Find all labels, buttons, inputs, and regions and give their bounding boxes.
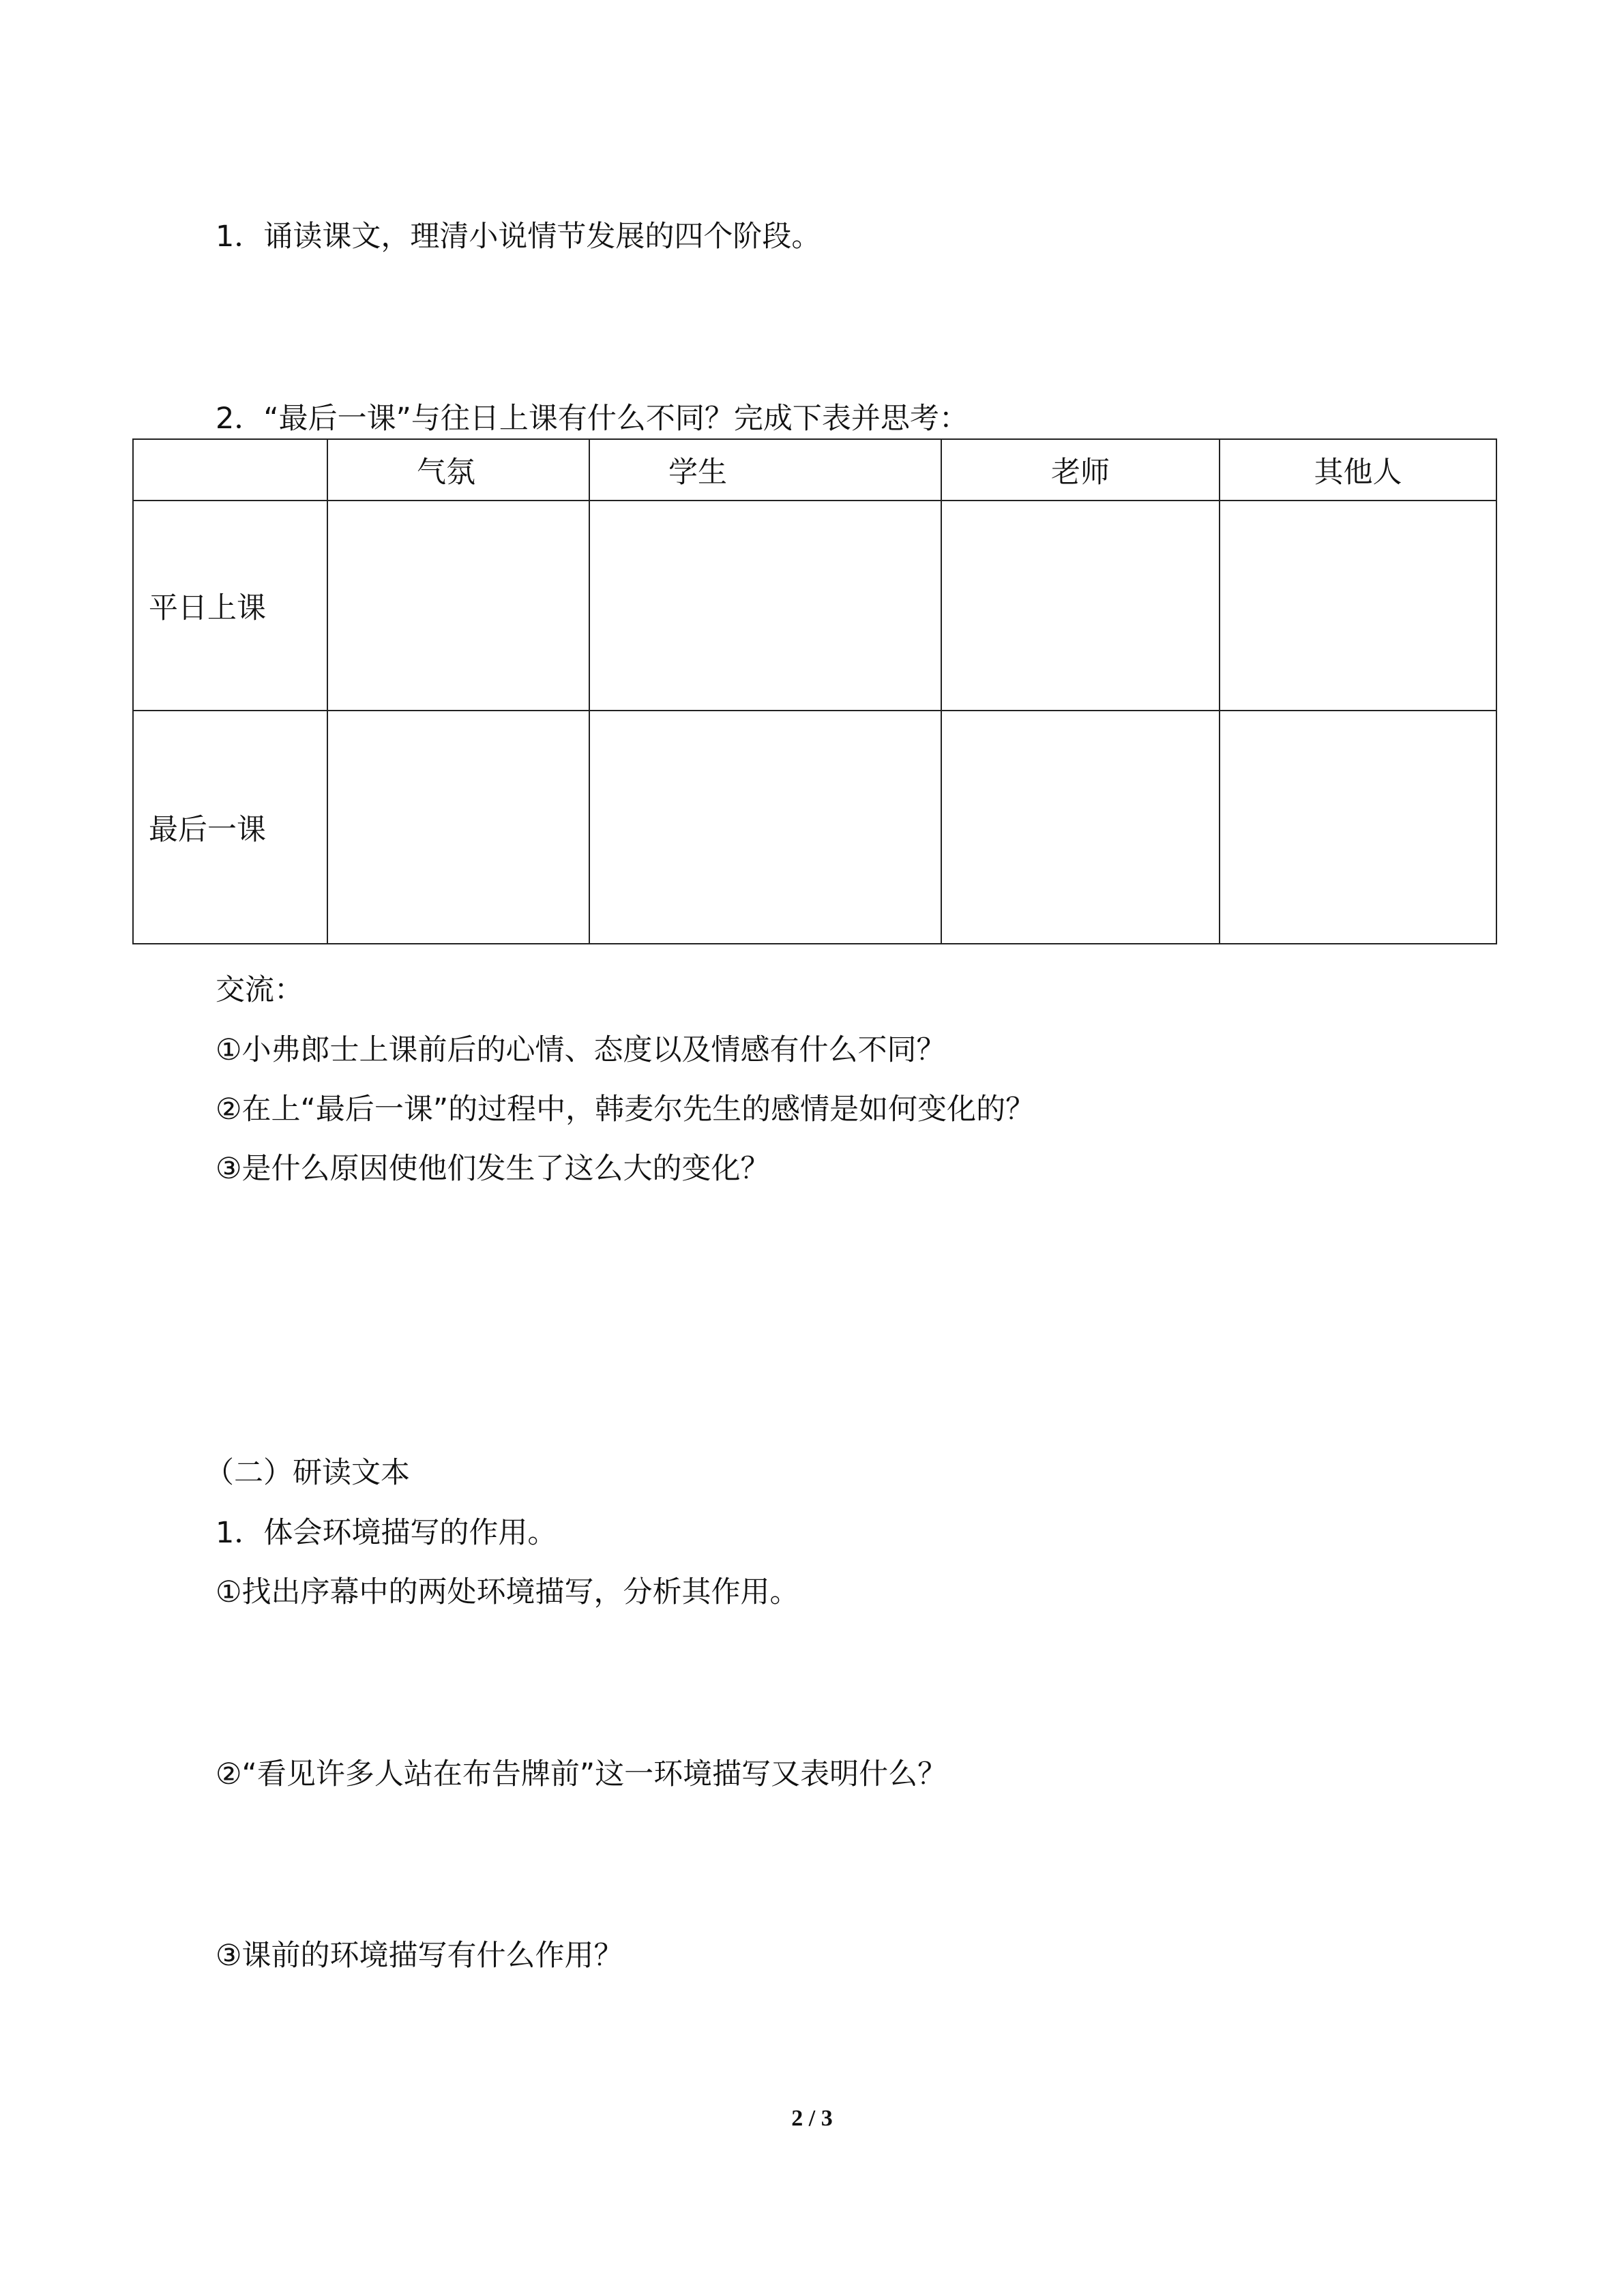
table-cell-blank[interactable] — [941, 711, 1220, 944]
table-cell-blank[interactable] — [1220, 711, 1496, 944]
section-2-title: （二）研读文本 — [205, 1456, 410, 1490]
discussion-title: 交流： — [216, 973, 304, 1007]
table-row — [133, 501, 1496, 711]
table-cell-blank[interactable] — [1220, 501, 1496, 711]
row-label-usual-class: 平日上课 — [133, 501, 327, 711]
row-label-last-lesson: 最后一课 — [133, 711, 327, 944]
table-cell-blank[interactable] — [589, 711, 941, 944]
table-header-teacher: 老师 — [941, 439, 1220, 501]
table-header-corner — [133, 439, 327, 501]
table-header-row — [133, 439, 1496, 501]
table-cell-blank[interactable] — [941, 501, 1220, 711]
table-cell-blank[interactable] — [327, 711, 589, 944]
discussion-item-1: ①小弗郎士上课前后的心情、态度以及情感有什么不同？ — [216, 1033, 946, 1067]
table-cell-blank[interactable] — [327, 501, 589, 711]
table-header-others: 其他人 — [1220, 439, 1496, 501]
section-2-item-3: ③课前的环境描写有什么作用？ — [216, 1939, 623, 1973]
section-2-item-1: ①找出序幕中的两处环境描写，分析其作用。 — [216, 1575, 799, 1609]
table-row — [133, 711, 1496, 944]
section-2-item-2: ②“看见许多人站在布告牌前”这一环境描写又表明什么？ — [216, 1757, 947, 1791]
page-number: 2 / 3 — [791, 2106, 833, 2131]
section-2-question-1: 1．体会环境描写的作用。 — [216, 1516, 557, 1550]
discussion-item-2: ②在上“最后一课”的过程中，韩麦尔先生的感情是如何变化的？ — [216, 1092, 1035, 1127]
comparison-table — [132, 438, 1497, 944]
question-2: 2．“最后一课”与往日上课有什么不同？完成下表并思考： — [216, 402, 969, 436]
discussion-item-3: ③是什么原因使他们发生了这么大的变化？ — [216, 1152, 770, 1186]
question-1: 1．诵读课文，理清小说情节发展的四个阶段。 — [216, 220, 821, 254]
table-header-atmosphere: 气氛 — [327, 439, 589, 501]
table-cell-blank[interactable] — [589, 501, 941, 711]
table-header-students: 学生 — [589, 439, 941, 501]
